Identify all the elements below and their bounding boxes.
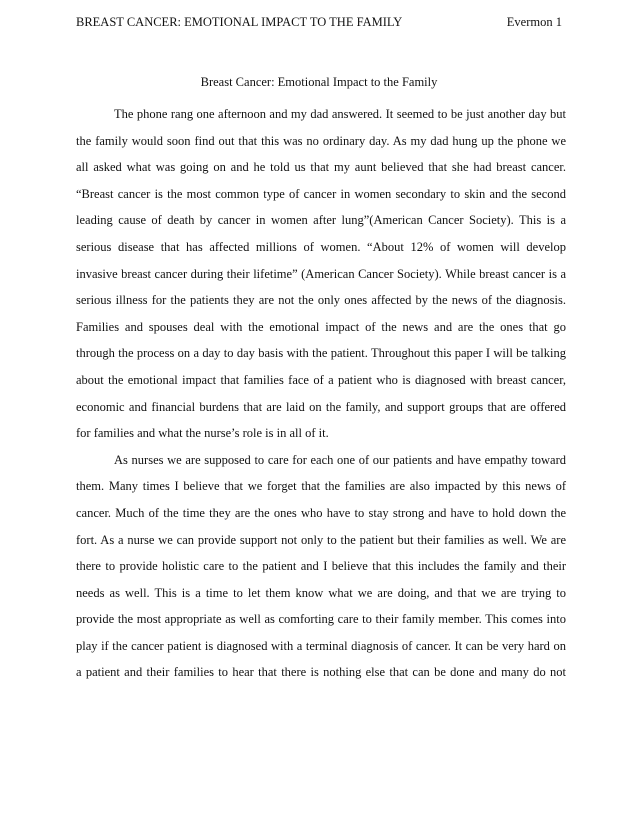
text-line: leading cause of death by cancer in women after lung”(American Cancer Society). This is a [76,213,566,228]
text-line: invasive breast cancer during their lifetime” (American Cancer Society). While breast cancer is a [76,266,566,281]
text-line: “Breast cancer is the most common type of cancer in women secondary to skin and the second [76,186,566,201]
text-line: play if the cancer patient is diagnosed with a terminal diagnosis of cancer. It can be very hard on [76,638,566,653]
text-line: The phone rang one afternoon and my dad answered. It seemed to be just another day but [114,107,566,121]
text-line: economic and financial burdens that are laid on the family, and support groups that are offered [76,399,566,414]
text-line: a patient and their families to hear that there is nothing else that can be done and many do not [76,665,566,680]
text-line: serious illness for the patients they are not the only ones affected by the news of the diagnosis. [76,293,566,308]
text-line: fort. As a nurse we can provide support not only to the patient but their families as well. We are [76,532,566,547]
page-header [76,12,562,32]
document-title: Breast Cancer: Emotional Impact to the Family [200,75,438,89]
text-line: through the process on a day to day basis with the patient. Throughout this paper I will be talking [76,346,566,361]
text-line: there to provide holistic care to the patient and I believe that this includes the family and their [76,559,566,574]
text-line: cancer. Much of the time they are the ones who have to stay strong and have to hold down the [76,505,566,520]
text-line: Families and spouses deal with the emotional impact of the news and are the ones that go [76,319,566,334]
text-line: all asked what was going on and he told us that my aunt believed that she had breast cancer. [76,160,566,175]
text-line: the family would soon find out that this was no ordinary day. As my dad hung up the phone we [76,133,566,148]
document-body [76,101,566,686]
text-line: provide the most appropriate as well as comforting care to their family member. This comes into [76,612,566,627]
text-line: them. Many times I believe that we forget that the families are also impacted by this news of [76,479,566,494]
paragraph-2 [76,447,566,686]
text-line: for families and what the nurse’s role is in all of it. [76,426,329,441]
text-line: about the emotional impact that families face of a patient who is diagnosed with breast cancer, [76,372,566,387]
page-number: Evermon 1 [506,15,562,29]
paragraph-1 [76,101,566,447]
running-head: BREAST CANCER: EMOTIONAL IMPACT TO THE FAMILY [76,15,403,29]
text-line: needs as well. This is a time to let them know what we are doing, and that we are trying to [76,585,566,600]
text-line: serious disease that has affected millions of women. “About 12% of women will develop [76,239,566,254]
text-line: As nurses we are supposed to care for each one of our patients and have empathy toward [114,452,566,467]
